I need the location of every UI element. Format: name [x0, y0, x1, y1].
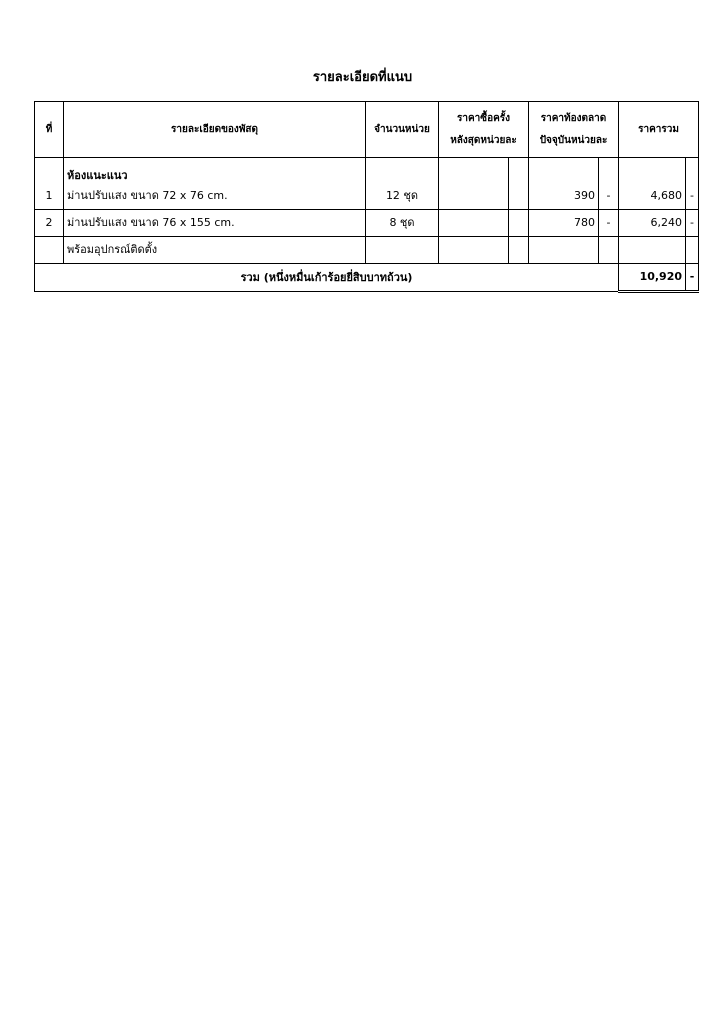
- row-total: 4,680: [619, 183, 686, 210]
- header-last-price-line1: ราคาซื้อครั้ง: [456, 112, 511, 124]
- row-unit-price-decimal: -: [599, 210, 619, 237]
- row-quantity: 12 ชุด: [366, 183, 439, 210]
- header-market-price-line2: ปัจจุบันหน่วยละ: [539, 134, 608, 146]
- row-description: ม่านปรับแสง ขนาด 72 x 76 cm.: [64, 183, 366, 210]
- row-no: 2: [35, 210, 64, 237]
- section-row: [35, 158, 699, 184]
- grand-total-decimal: -: [686, 264, 699, 292]
- section-label: ห้องแนะแนว: [64, 158, 366, 184]
- note-row: [35, 237, 699, 264]
- document-title: รายละเอียดที่แนบ: [312, 70, 413, 85]
- header-no: ที่: [35, 102, 64, 158]
- table-row: [35, 210, 699, 237]
- row-total-decimal: -: [686, 210, 699, 237]
- grand-total-amount: 10,920: [619, 264, 686, 292]
- header-market-price: [529, 102, 619, 158]
- row-no: 1: [35, 183, 64, 210]
- row-unit-price: 780: [529, 210, 599, 237]
- header-total: ราคารวม: [619, 102, 699, 158]
- header-last-price-line2: หลังสุดหน่วยละ: [450, 134, 517, 146]
- table-row: [35, 183, 699, 210]
- row-quantity: 8 ชุด: [366, 210, 439, 237]
- row-total: 6,240: [619, 210, 686, 237]
- row-unit-price-decimal: -: [599, 183, 619, 210]
- header-market-price-line1: ราคาท้องตลาด: [540, 112, 607, 124]
- row-total-decimal: -: [686, 183, 699, 210]
- row-description: ม่านปรับแสง ขนาด 76 x 155 cm.: [64, 210, 366, 237]
- header-description: รายละเอียดของพัสดุ: [64, 102, 366, 158]
- note-text: พร้อมอุปกรณ์ติดตั้ง: [64, 237, 366, 264]
- items-table: [34, 101, 699, 293]
- grand-total-row: [35, 264, 699, 292]
- grand-total-label: รวม (หนึ่งหมื่นเก้าร้อยยี่สิบบาทถ้วน): [35, 264, 619, 292]
- header-quantity: จำนวนหน่วย: [366, 102, 439, 158]
- header-row: [35, 102, 699, 158]
- header-last-price: [439, 102, 529, 158]
- row-unit-price: 390: [529, 183, 599, 210]
